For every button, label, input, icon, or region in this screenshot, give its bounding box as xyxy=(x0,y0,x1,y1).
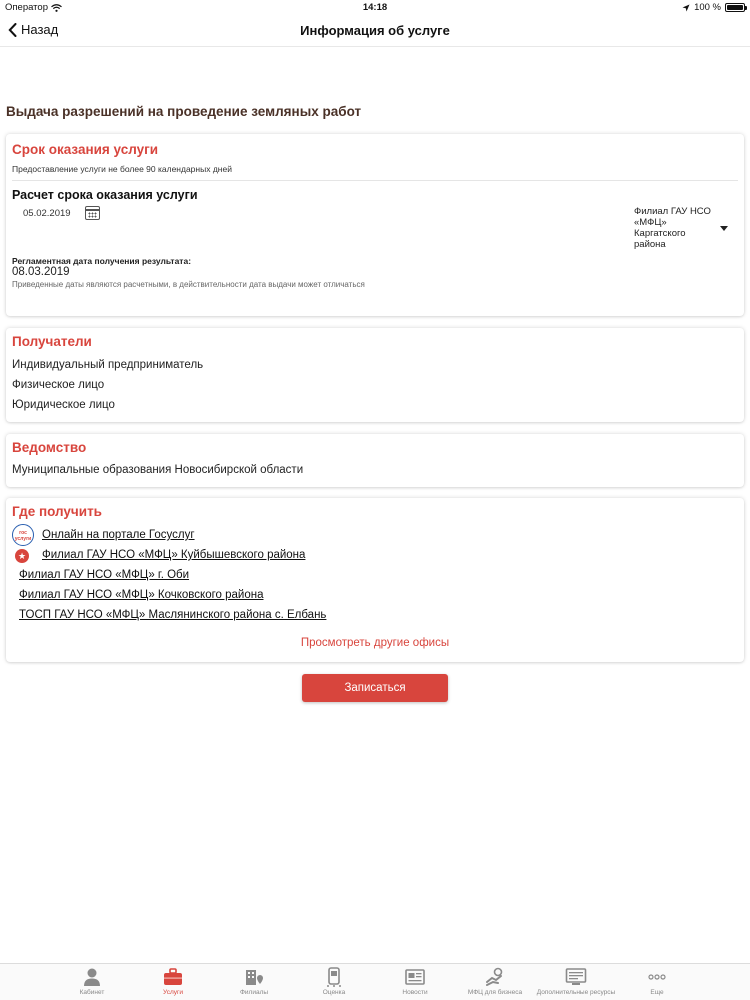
recipients-heading: Получатели xyxy=(12,334,92,349)
where-to-get-card xyxy=(6,498,744,662)
branch-select-line: Филиал ГАУ НСО xyxy=(634,206,711,217)
result-date-label: Регламентная дата получения результата: xyxy=(12,256,192,266)
calendar-icon[interactable] xyxy=(85,206,100,220)
caret-down-icon[interactable] xyxy=(720,226,728,231)
tab-label: Дополнительные ресурсы xyxy=(536,989,616,996)
recipient-item: Юридическое лицо xyxy=(12,399,115,411)
tab-services[interactable] xyxy=(128,964,218,1000)
screen-list-icon xyxy=(565,967,587,987)
page-title: Информация об услуге xyxy=(300,23,450,38)
tab-label: Новости xyxy=(402,989,428,996)
briefcase-icon xyxy=(162,967,184,987)
department-value: Муниципальные образования Новосибирской области xyxy=(12,464,304,476)
office-link[interactable]: Филиал ГАУ НСО «МФЦ» Кочковского района xyxy=(19,589,264,601)
tab-branches[interactable] xyxy=(209,964,299,1000)
person-icon xyxy=(81,967,103,987)
location-arrow-icon xyxy=(682,4,690,12)
branch-select[interactable] xyxy=(634,206,729,250)
status-right-group xyxy=(682,2,745,13)
recipient-item: Физическое лицо xyxy=(12,379,105,391)
office-link-gosuslugi[interactable]: Онлайн на портале Госуслуг xyxy=(42,529,195,541)
term-heading: Срок оказания услуги xyxy=(12,142,159,157)
tab-more[interactable] xyxy=(612,964,702,1000)
carrier-name: Оператор xyxy=(5,2,48,13)
tab-bar xyxy=(0,963,750,1000)
more-dots-icon xyxy=(646,967,668,987)
department-heading: Ведомство xyxy=(12,440,87,455)
tab-resources[interactable] xyxy=(531,964,621,1000)
tab-rating[interactable] xyxy=(289,964,379,1000)
office-link[interactable]: Филиал ГАУ НСО «МФЦ» г. Оби xyxy=(19,569,190,581)
gosuslugi-logo-icon: гос услуги xyxy=(12,524,34,546)
tab-label: Филиалы xyxy=(239,989,269,996)
status-time: 14:18 xyxy=(362,2,388,13)
newspaper-icon xyxy=(404,967,426,987)
recipients-card xyxy=(6,328,744,422)
result-date-note: Приведенные даты являются расчетными, в действительности дата выдачи может отличаться xyxy=(12,280,365,289)
tab-label: Кабинет xyxy=(79,989,105,996)
more-offices-link[interactable]: Просмотреть другие офисы xyxy=(300,637,450,649)
calc-title: Расчет срока оказания услуги xyxy=(12,188,198,202)
book-appointment-button[interactable]: Записаться xyxy=(302,674,448,702)
branch-select-line: Каргатского xyxy=(634,228,686,239)
office-link[interactable]: Филиал ГАУ НСО «МФЦ» Куйбышевского района xyxy=(42,549,306,561)
term-description: Предоставление услуги не более 90 календарных дней xyxy=(12,164,232,174)
recipient-item: Индивидуальный предприниматель xyxy=(12,359,204,371)
where-heading: Где получить xyxy=(12,504,102,519)
handshake-icon xyxy=(484,967,506,987)
service-title: Выдача разрешений на проведение земляных работ xyxy=(6,104,362,119)
start-date-field[interactable]: 05.02.2019 xyxy=(23,208,71,219)
status-bar xyxy=(0,0,750,15)
branch-select-line: района xyxy=(634,239,666,250)
tab-cabinet[interactable] xyxy=(47,964,137,1000)
tab-label: Еще xyxy=(650,989,664,996)
navigation-bar xyxy=(0,15,750,47)
tab-label: Услуги xyxy=(163,989,183,996)
branch-select-line: «МФЦ» xyxy=(634,217,667,228)
back-label: Назад xyxy=(21,22,59,37)
tab-label: Оценка xyxy=(322,989,346,996)
phone-dots-icon xyxy=(323,967,345,987)
mfc-star-icon: ★ xyxy=(15,549,29,563)
result-date-value: 08.03.2019 xyxy=(12,266,70,278)
department-card xyxy=(6,434,744,487)
tab-news[interactable] xyxy=(370,964,460,1000)
office-link[interactable]: ТОСП ГАУ НСО «МФЦ» Маслянинского района с. Елбань xyxy=(19,609,327,621)
tab-business[interactable] xyxy=(450,964,540,1000)
term-card xyxy=(6,134,744,316)
building-pin-icon xyxy=(243,967,265,987)
battery-icon xyxy=(725,3,745,12)
battery-percent: 100 % xyxy=(694,2,721,13)
tab-label: МФЦ для бизнеса xyxy=(467,989,523,996)
term-divider xyxy=(12,180,738,181)
